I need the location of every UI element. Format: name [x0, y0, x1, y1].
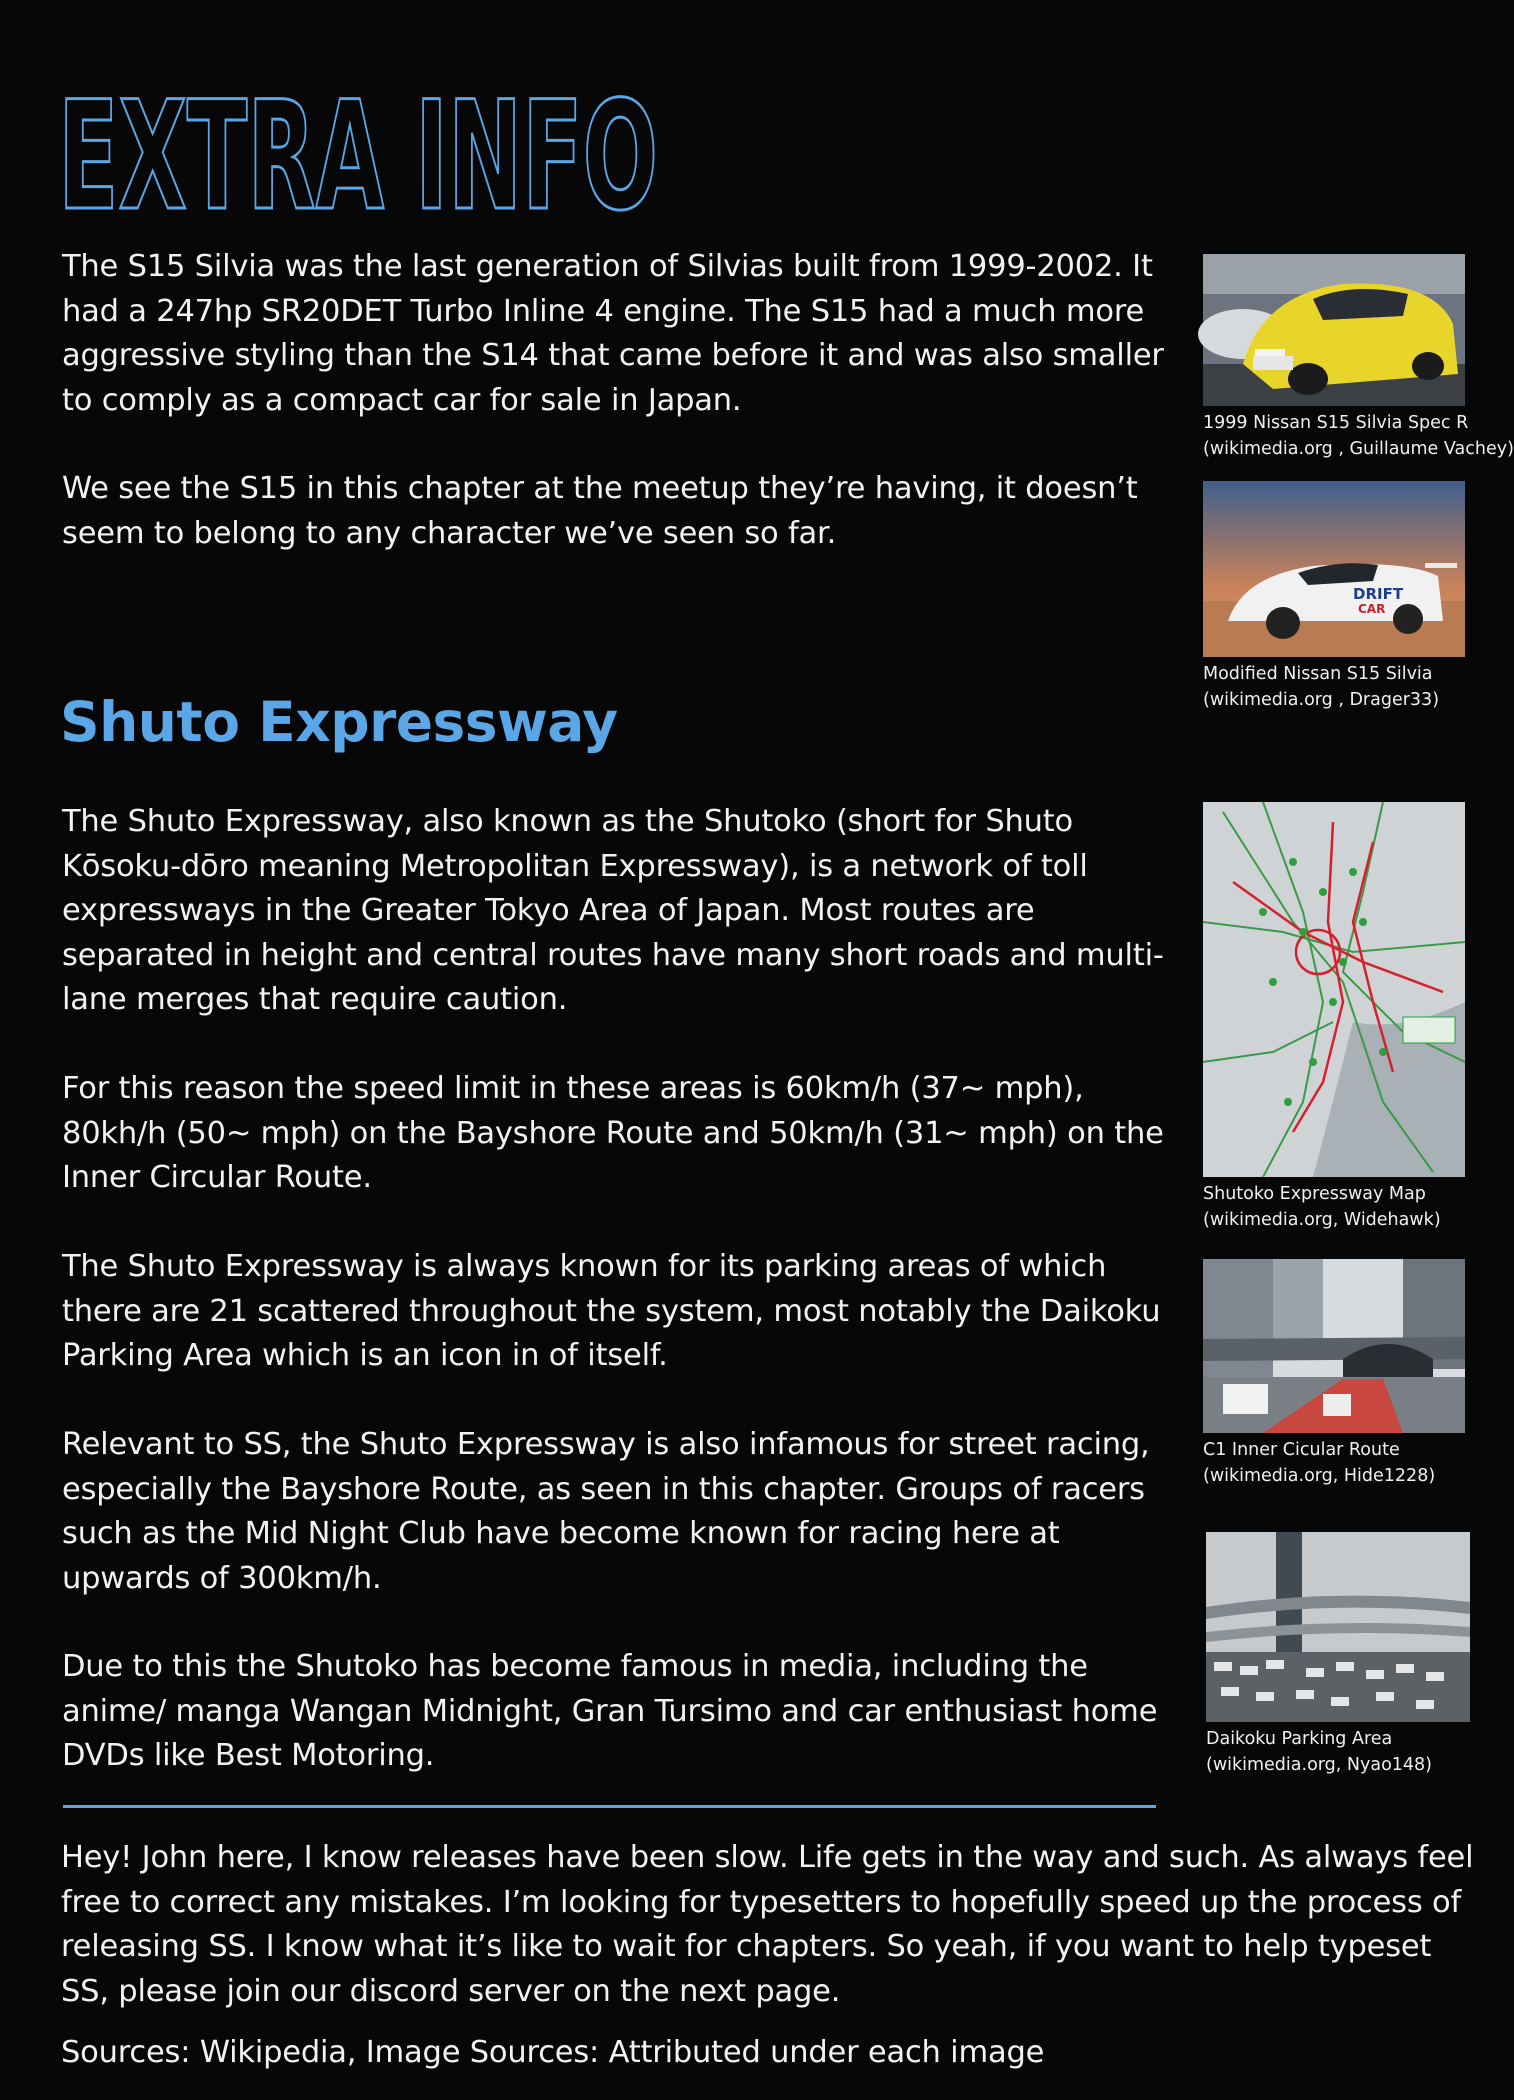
shuto-paragraph-4: Relevant to SS, the Shuto Expressway is also infamous for street racing, especially the Bayshore Route, as seen in this chapter. Groups of racers such as the Mid Night Club have become known for racing here at upwards of 300km/h.	[62, 1427, 1150, 1596]
s15-paragraph-1: The S15 Silvia was the last generation of Silvias built from 1999-2002. It had a 247hp SR20DET Turbo Inline 4 engine. The S15 had a much more aggressive styling than the S14 that came before it and was also smaller to comply as a compact car for sale in Japan.	[62, 249, 1164, 418]
photo-daikoku-parking	[1206, 1532, 1470, 1722]
figure-modified-s15	[1203, 481, 1465, 713]
page-title	[56, 70, 696, 244]
caption-c1-route-title: C1 Inner Cicular Route	[1203, 1440, 1400, 1460]
caption-shutoko-map-title: Shutoko Expressway Map	[1203, 1184, 1426, 1204]
section-heading-shuto: Shuto Expressway	[60, 690, 618, 754]
figure-daikoku	[1206, 1532, 1470, 1778]
caption-s15-spec-r-credit: (wikimedia.org , Guillaume Vachey)	[1203, 439, 1514, 459]
page-title-text: EXTRA INFO	[58, 70, 658, 244]
shuto-paragraph-3: The Shuto Expressway is always known for its parking areas of which there are 21 scattered throughout the system, most notably the Daikoku Parking Area which is an icon in of itself.	[62, 1249, 1161, 1373]
s15-paragraph-2: We see the S15 in this chapter at the meetup they’re having, it doesn’t seem to belong to any character we’ve seen so far.	[62, 471, 1138, 551]
caption-shutoko-map-credit: (wikimedia.org, Widehawk)	[1203, 1210, 1441, 1230]
caption-daikoku-credit: (wikimedia.org, Nyao148)	[1206, 1755, 1433, 1775]
shuto-paragraph-5: Due to this the Shutoko has become famous in media, including the anime/ manga Wangan Midnight, Gran Tursimo and car enthusiast home DVDs like Best Motoring.	[62, 1649, 1158, 1773]
figure-s15-spec-r	[1203, 254, 1514, 462]
photo-modified-s15	[1203, 481, 1465, 657]
caption-s15-spec-r-title: 1999 Nissan S15 Silvia Spec R	[1203, 413, 1469, 433]
figure-shutoko-map	[1203, 802, 1465, 1233]
map-shutoko-expressway	[1203, 802, 1465, 1177]
decal-car: CAR	[1358, 602, 1386, 616]
section-divider	[63, 1805, 1156, 1808]
sources-line: Sources: Wikipedia, Image Sources: Attributed under each image	[61, 2035, 1045, 2070]
translator-note: Hey! John here, I know releases have been slow. Life gets in the way and such. As always feel free to correct any mistakes. I’m looking for typesetters to hopefully speed up the process of releasing SS. I know what it’s like to wait for chapters. So yeah, if you want to help typeset SS, please join our discord server on the next page.	[61, 1840, 1474, 2009]
photo-c1-inner-circular	[1203, 1259, 1465, 1433]
caption-modified-s15-credit: (wikimedia.org , Drager33)	[1203, 690, 1440, 710]
figure-c1-route	[1203, 1259, 1465, 1489]
caption-c1-route-credit: (wikimedia.org, Hide1228)	[1203, 1466, 1436, 1486]
photo-yellow-s15	[1203, 254, 1465, 406]
caption-modified-s15-title: Modified Nissan S15 Silvia	[1203, 664, 1433, 684]
shuto-paragraph-1: The Shuto Expressway, also known as the Shutoko (short for Shuto Kōsoku-dōro meaning Metropolitan Expressway), is a network of toll expressways in the Greater Tokyo Area of Japan. Most routes are separated in height and central routes have many short roads and multi-lane merges that require caution.	[62, 804, 1164, 1017]
caption-daikoku-title: Daikoku Parking Area	[1206, 1729, 1393, 1749]
decal-drift: DRIFT	[1353, 585, 1404, 603]
shuto-paragraph-2: For this reason the speed limit in these areas is 60km/h (37~ mph), 80kh/h (50~ mph) on the Bayshore Route and 50km/h (31~ mph) on the Inner Circular Route.	[62, 1071, 1164, 1195]
